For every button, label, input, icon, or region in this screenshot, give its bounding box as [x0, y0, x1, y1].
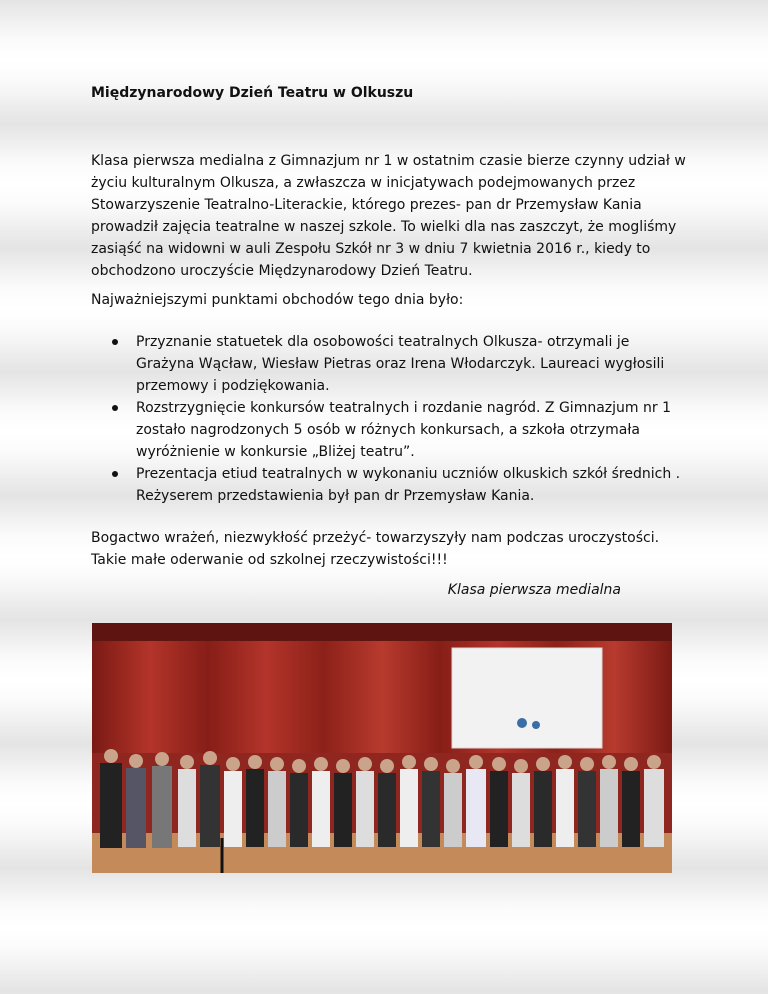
signature: Klasa pierwsza medialna	[447, 582, 621, 598]
list-item	[91, 331, 691, 397]
closing-paragraph: Bogactwo wrażeń, niezwykłość przeżyć- towarzyszyły nam podczas uroczystości. Takie małe oderwanie od szkolnej rzeczywistości!!!	[91, 530, 660, 568]
highlights-list	[91, 331, 691, 507]
bullet-icon	[112, 471, 118, 477]
list-item	[91, 463, 691, 507]
page-title: Międzynarodowy Dzień Teatru w Olkuszu	[91, 85, 414, 101]
list-intro-paragraph: Najważniejszymi punktami obchodów tego dnia było:	[91, 292, 464, 308]
list-item-text: Rozstrzygnięcie konkursów teatralnych i rozdanie nagród. Z Gimnazjum nr 1 zostało nagrodzonych 5 osób w różnych konkursach, a szkoła otrzymała wyróżnienie w konkursie „Bliżej teatru”.	[136, 400, 671, 460]
list-item-text: Prezentacja etiud teatralnych w wykonaniu uczniów olkuskich szkół średnich . Reżyserem przedstawienia był pan dr Przemysław Kania.	[136, 466, 681, 504]
stage-photo-illustration	[92, 623, 672, 873]
intro-paragraph: Klasa pierwsza medialna z Gimnazjum nr 1 w ostatnim czasie bierze czynny udział w życiu kulturalnym Olkusza, a zwłaszcza w inicjatywach podejmowanych przez Stowarzyszenie Teatralno-Literackie, którego prezes- pan dr Przemysław Kania prowadził zajęcia teatralne w naszej szkole. To wielki dla nas zaszczyt, że mogliśmy zasiąść na widowni w auli Zespołu Szkół nr 3 w dniu 7 kwietnia 2016 r., kiedy to obchodzono uroczyście Międzynarodowy Dzień Teatru.	[91, 153, 686, 279]
bullet-icon	[112, 339, 118, 345]
list-item-text: Przyznanie statuetek dla osobowości teatralnych Olkusza- otrzymali je Grażyna Wącław, Wiesław Pietras oraz Irena Włodarczyk. Laureaci wygłosili przemowy i podziękowania.	[136, 334, 665, 394]
bullet-icon	[112, 405, 118, 411]
list-item	[91, 397, 691, 463]
event-photo	[92, 623, 672, 873]
